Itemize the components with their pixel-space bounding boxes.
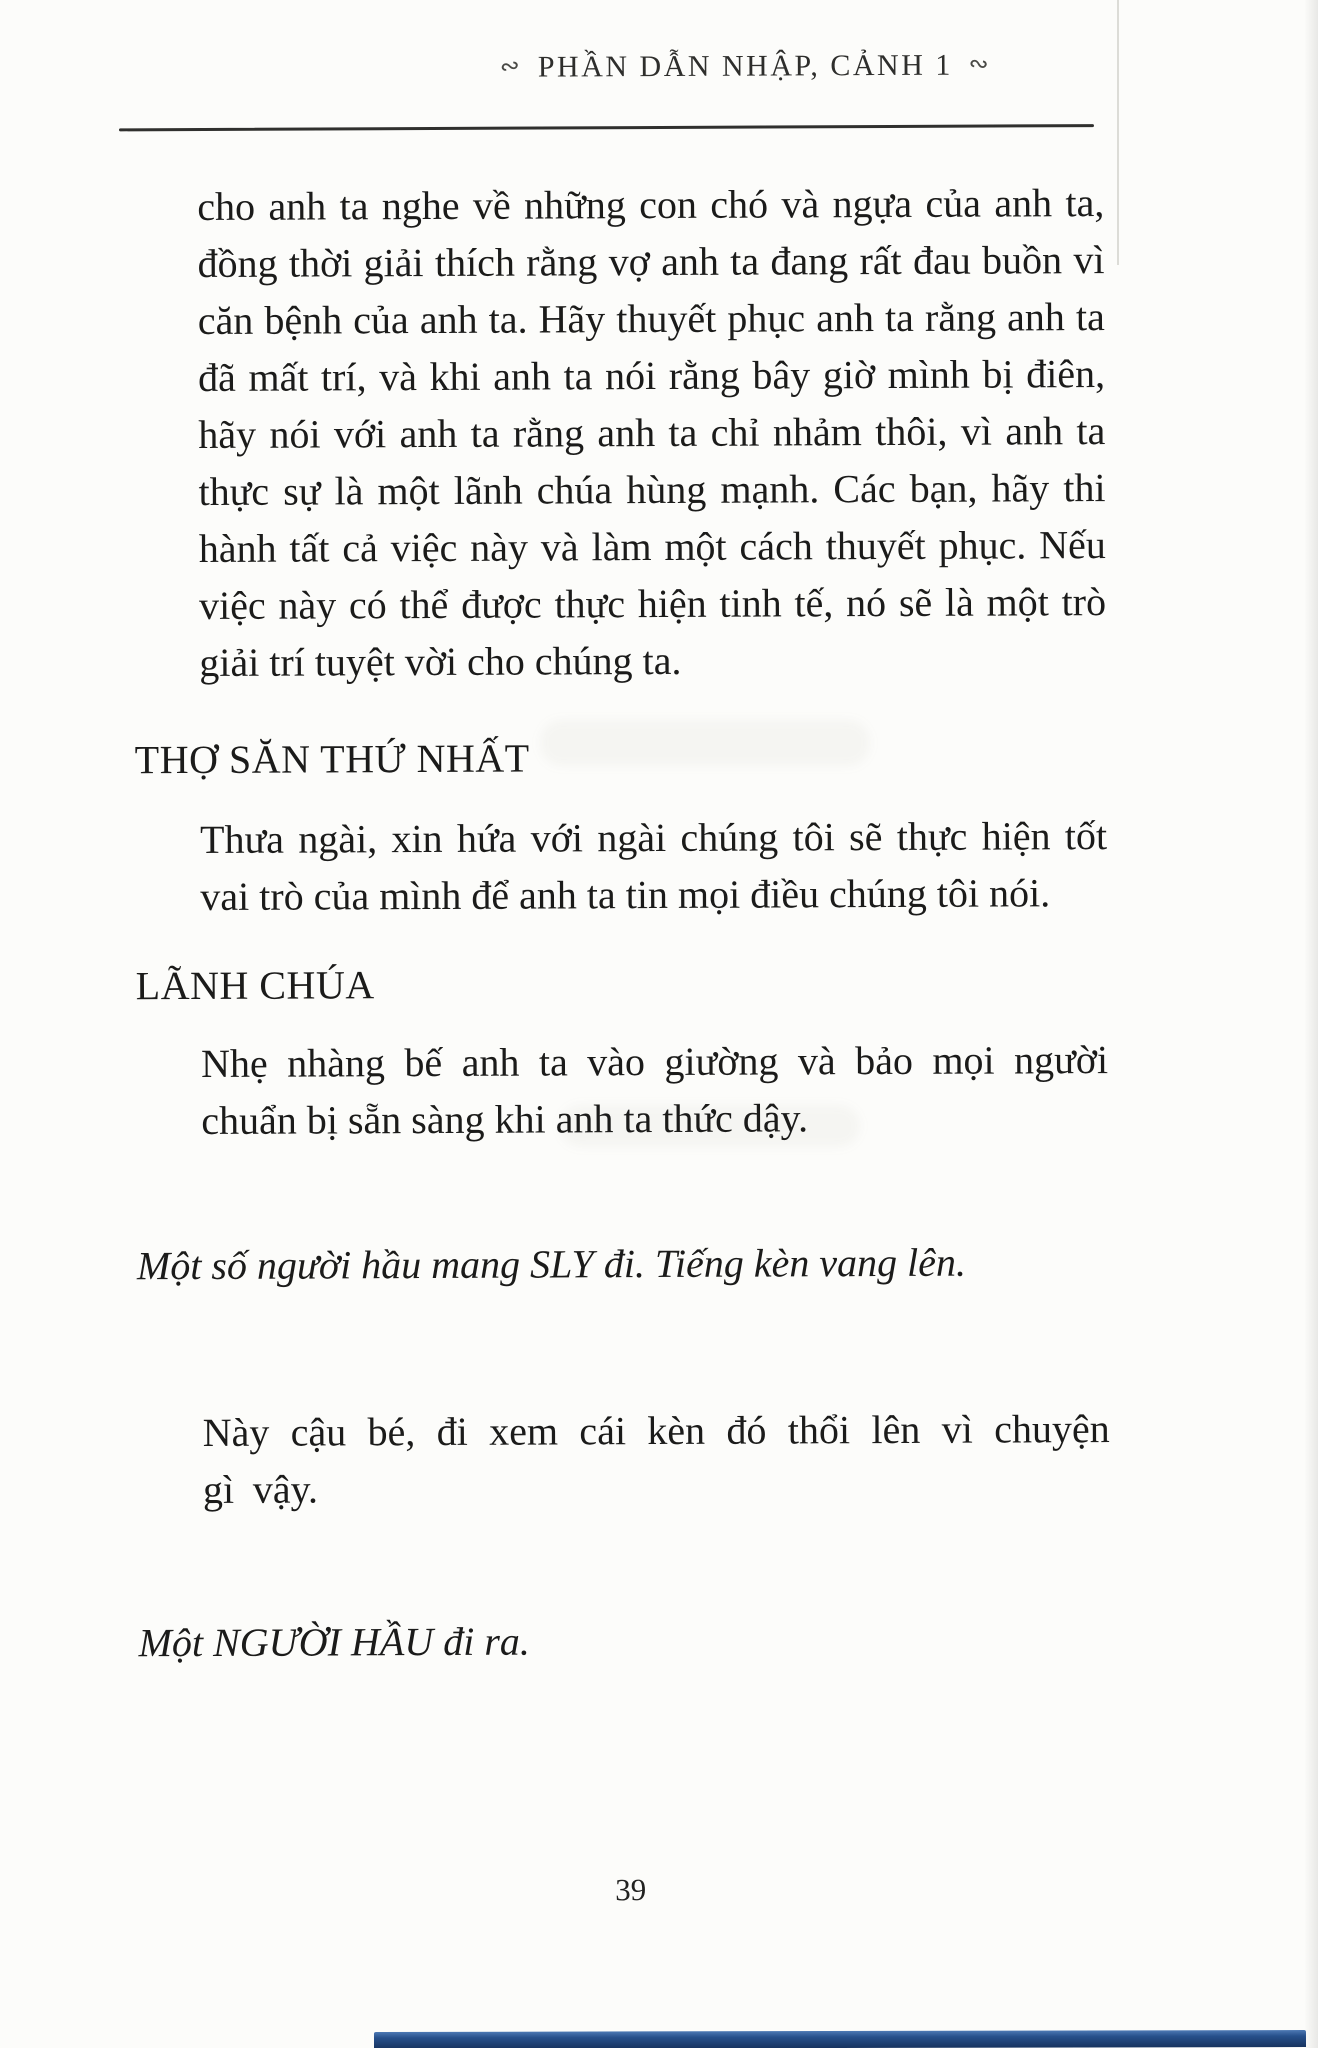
speaker-name-first-huntsman: THỢ SĂN THỨ NHẤT — [134, 735, 530, 783]
bottom-accent-bar — [374, 2030, 1306, 2048]
scan-edge-shadow — [1304, 0, 1318, 2048]
running-header-title: PHẦN DẪN NHẬP, CẢNH 1 — [537, 48, 953, 84]
running-header — [483, 48, 1007, 84]
speech-first-huntsman: Thưa ngài, xin hứa với ngài chúng tôi sẽ thực hiện tốt vai trò của mình để anh ta tin mọi điều chúng tôi nói. — [199, 813, 1108, 920]
stage-direction: Một NGƯỜI HẦU đi ra. — [138, 1618, 530, 1666]
play-text — [134, 174, 1111, 1671]
speech-lord: Nhẹ nhàng bế anh ta vào giường và bảo mọi người chuẩn bị sẵn sàng khi anh ta thức dậy. — [200, 1037, 1109, 1143]
header-ornament-right-icon: ∾ — [967, 48, 994, 79]
speech-lord-continued: Này cậu bé, đi xem cái kèn đó thổi lên vì chuyện gì vậy. — [202, 1406, 1110, 1512]
speech-continuation: cho anh ta nghe về những con chó và ngựa của anh ta, đồng thời giải thích rằng vợ anh ta đang rất đau buồn vì căn bệnh của anh ta. Hãy thuyết phục anh ta rằng anh ta đã mất trí, và khi anh ta nói rằng bây giờ mình bị điên, hãy nói với anh ta rằng anh ta chỉ nhảm thôi, vì anh ta thực sự là một lãnh chúa hùng mạnh. Các bạn, hãy thi hành tất cả việc này và làm một cách thuyết phục. Nếu việc này có thể được thực hiện tinh tế, nó sẽ là một trò giải trí tuyệt vời cho chúng ta. — [197, 180, 1107, 686]
header-rule — [119, 124, 1094, 131]
header-ornament-left-icon: ∾ — [497, 50, 524, 82]
scan-artifact-line — [1117, 0, 1119, 265]
speaker-name-lord: LÃNH CHÚA — [135, 962, 375, 1009]
stage-direction: Một số người hầu mang SLY đi. Tiếng kèn vang lên. — [136, 1239, 967, 1289]
page-number: 39 — [615, 1872, 647, 1908]
